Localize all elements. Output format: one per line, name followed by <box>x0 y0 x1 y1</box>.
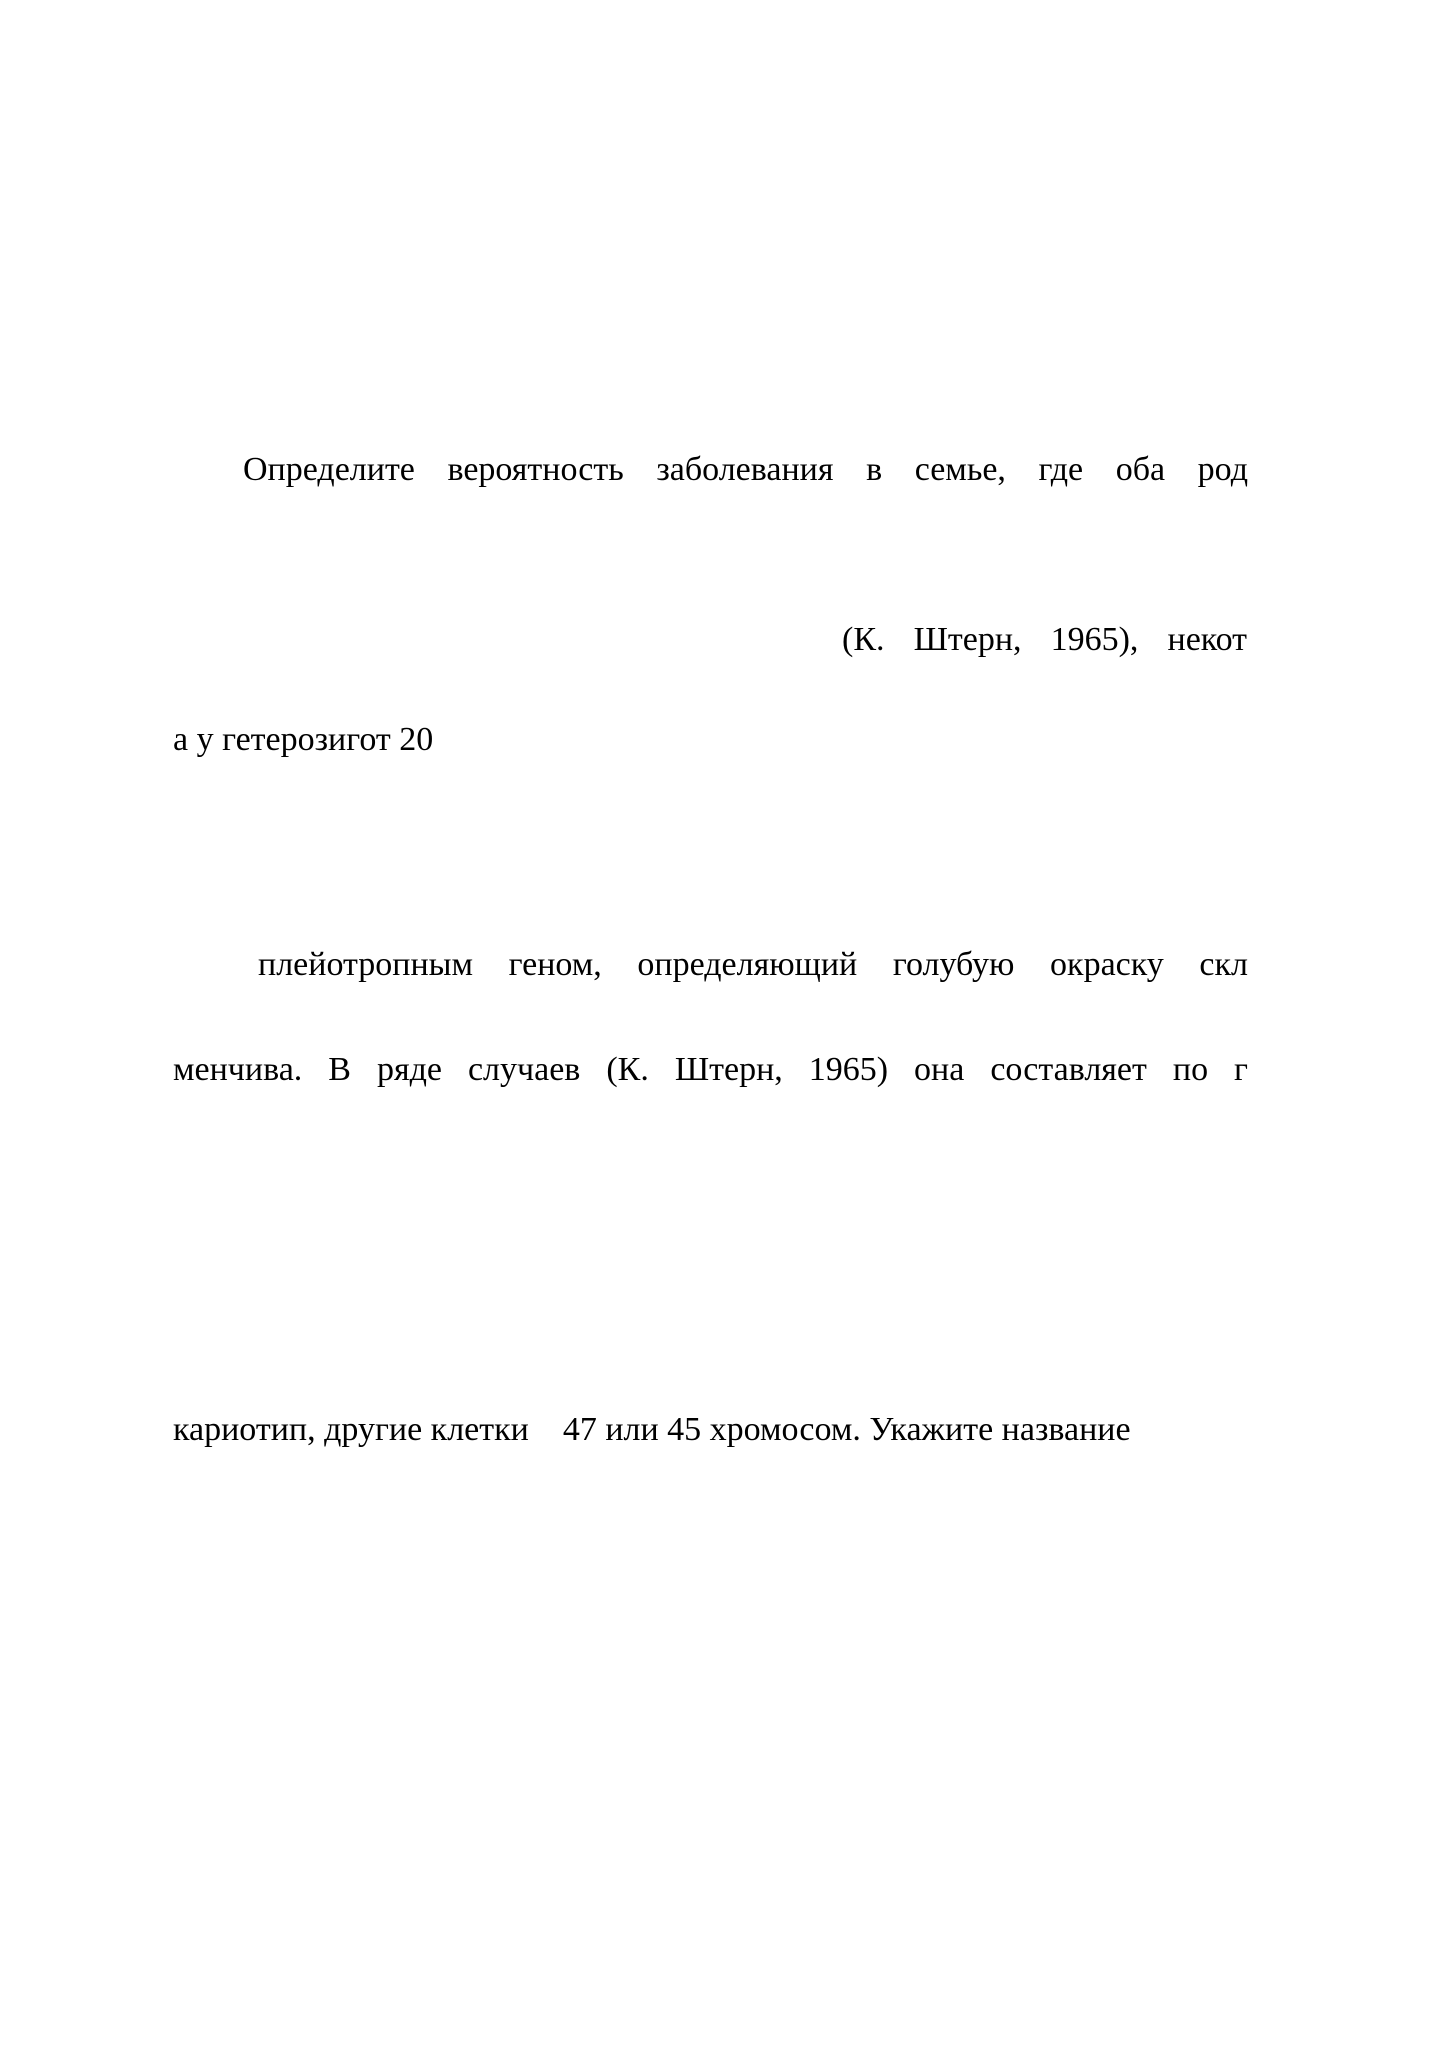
text-line: Определите вероятность заболевания в семье, где оба род <box>243 451 1248 488</box>
text-line: (К. Штерн, 1965), некот <box>842 621 1247 658</box>
text-line: плейотропным геном, определяющий голубую окраску скл <box>258 946 1248 983</box>
text-line: а у гетерозигот 20 <box>173 721 434 758</box>
text-line: кариотип, другие клетки 47 или 45 хромосом. Укажите название <box>173 1411 1131 1448</box>
text-line: менчива. В ряде случаев (К. Штерн, 1965) она составляет по г <box>173 1051 1248 1088</box>
